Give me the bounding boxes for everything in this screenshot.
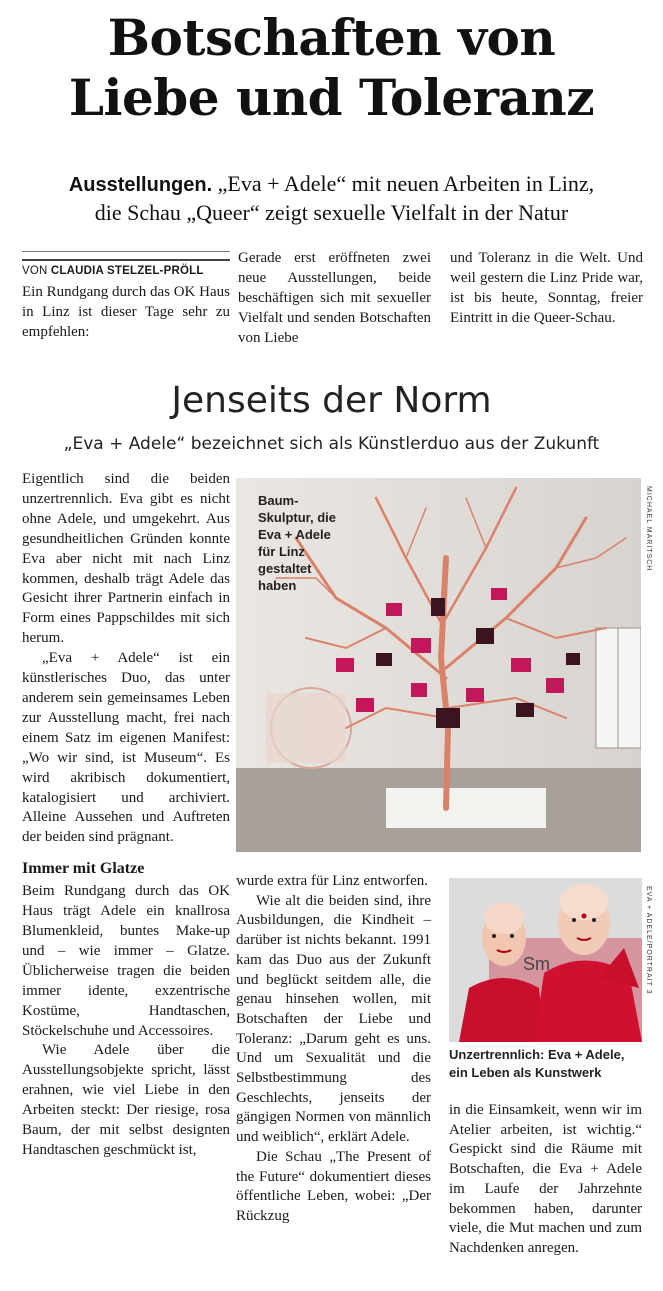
article-deck: „Eva + Adele“ bezeichnet sich als Künstlerduo aus der Zukunft xyxy=(63,434,600,454)
duo-photo-caption: Unzertrennlich: Eva + Adele, ein Leben als Kunstwerk xyxy=(449,1047,625,1080)
article-paragraph: „Eva + Adele“ ist ein künstlerisches Duo, das unter anderem sein gemeinsames Leben zur Ausstellung macht, frei nach einem Satz im eigenen Manifest: „Wo wir sind, ist Museum“. Es wird akribisch dokumentiert, katalogisiert und archiviert. Alleine Aussehen und Auftreten der beiden sind prägnant. xyxy=(22,650,230,846)
article-column-2 xyxy=(236,872,431,1227)
article-column-1 xyxy=(22,470,230,1161)
subheadline-kicker: Ausstellungen. xyxy=(68,174,213,196)
intro-text-1: Ein Rundgang durch das OK Haus in Linz ist dieser Tage sehr zu empfehlen: xyxy=(22,284,230,340)
article-paragraph: in die Einsamkeit, wenn wir im Atelier arbeiten, ist wichtig.“ Gespickt sind die Räume mit Botschaften, die Eva + Adele im Laufe der Jahrzehnte bekommen haben, darunter viele, die Mut machen und zum Nachdenken anregen. xyxy=(449,1102,642,1256)
article-column-3 xyxy=(449,1101,642,1259)
duo-portrait-photo xyxy=(449,878,642,1042)
tree-photo-credit: MICHAEL MARITSCH xyxy=(645,486,652,572)
intro-column-1 xyxy=(22,282,230,342)
subheadline-line-2: die Schau „Queer“ zeigt sexuelle Vielfalt in der Natur xyxy=(94,200,569,225)
article-paragraph: wurde extra für Linz entworfen. xyxy=(236,873,428,889)
article-title: Jenseits der Norm xyxy=(171,380,492,421)
article-subheading: Immer mit Glatze xyxy=(22,860,145,878)
article-paragraph: Wie Adele über die Ausstellungsobjekte spricht, lässt erahnen, wie viel Liebe in den Arbeiten steckt: Der riesige, rosa Baum, der mit selbst designten Handtaschen geschmückt ist, xyxy=(22,1042,230,1158)
tree-sculpture-photo xyxy=(236,478,641,852)
article-paragraph: Die Schau „The Present of the Future“ dokumentiert dieses öffentliche Leben, wobei: „Der Rückzug xyxy=(236,1148,431,1224)
byline-prefix: VON xyxy=(22,265,51,277)
headline-line-1: Botschaften von xyxy=(107,8,556,67)
byline-author: CLAUDIA STELZEL-PRÖLL xyxy=(50,265,204,277)
duo-photo-credit: EVA + ADELE/PORTRAIT 3 xyxy=(645,886,652,995)
article-paragraph: Wie alt die beiden sind, ihre Ausbildungen, die Kindheit – darüber ist nichts bekannt. 1991 kam das Duo aus der Zukunft und beglückt seitdem alle, die genau hinsehen wollen, mit Botschaften der Liebe und Toleranz: „Darum geht es uns. Und um Sexualität und die Selbstbestimmung des Geschlechts, jenseits der gängigen Normen von männlich und weiblich“, erklärt Adele. xyxy=(236,892,431,1146)
intro-text-3: und Toleranz in die Welt. Und weil gestern die Linz Pride war, ist bis heute, Sonntag, freier Eintritt in die Queer-Schau. xyxy=(450,250,643,326)
byline-rule-top xyxy=(22,251,230,252)
tree-photo-caption: Baum-Skulptur, die Eva + Adele für Linz gestaltet haben xyxy=(258,493,337,593)
byline xyxy=(22,259,230,278)
subheadline-line-1 xyxy=(0,170,663,199)
intro-column-2 xyxy=(238,248,431,348)
headline xyxy=(0,8,663,128)
subheadline-line-1-text: „Eva + Adele“ mit neuen Arbeiten in Linz, xyxy=(212,171,595,196)
duo-photo-sign: Sm xyxy=(523,954,550,974)
intro-text-2: Gerade erst eröffneten zwei neue Ausstellungen, beide beschäftigen sich mit sexueller Vielfalt und senden Botschaften von Liebe xyxy=(238,250,431,346)
subheadline xyxy=(0,170,663,227)
headline-line-2: Liebe und Toleranz xyxy=(68,68,595,127)
intro-column-3 xyxy=(450,248,643,328)
article-paragraph: Eigentlich sind die beiden unzertrennlich. Eva gibt es nicht ohne Adele, und umgekehrt. Aus gesundheitlichen Gründen konnte Eva aber nicht mit nach Linz kommen, deshalb trägt Adele das Gesicht ihrer Partnerin einfach in Form eines Pappschildes mit sich herum. xyxy=(22,471,230,647)
article-paragraph: Beim Rundgang durch das OK Haus trägt Adele ein knallrosa Blumenkleid, buntes Make-up und – wie immer – Glatze. Üblicherweise tragen die beiden immer idente, exzentrische Kostüme, Handtaschen, Stöckelschuhe und Accessoires. xyxy=(22,883,230,1039)
